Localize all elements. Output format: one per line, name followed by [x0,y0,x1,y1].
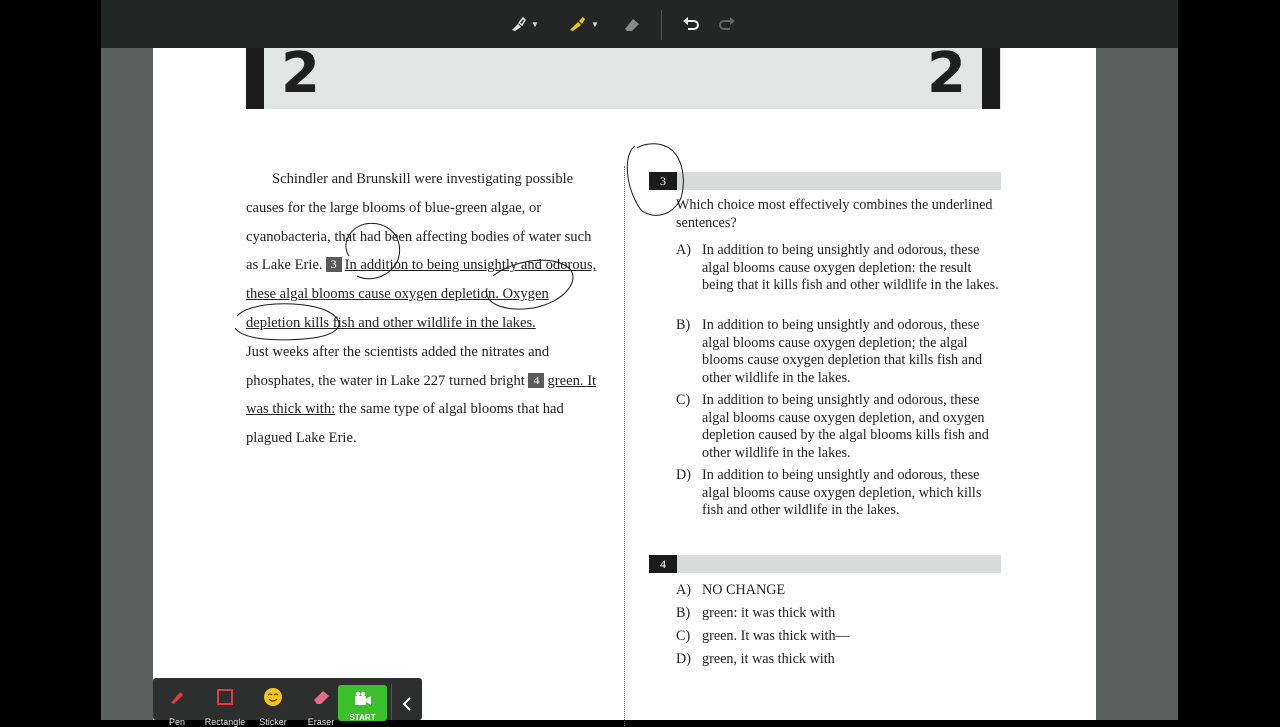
choice-letter: A) [676,582,691,598]
answer-choice-a[interactable] [676,582,1006,600]
document-page [153,41,1096,720]
dock-label: Eraser [307,717,335,727]
choice-text: In addition to being unsightly and odorous, these algal blooms cause oxygen depletion: the result being that it kills fish and other wildlife in the lakes. [702,242,999,293]
passage-text: Just weeks after the scientists added the nitrates and phosphates, the water in Lake 227 turned bright [246,343,550,389]
highlighter-icon [567,15,587,33]
choice-letter: B) [676,317,691,333]
section-number-left: 2 [281,41,320,106]
passage-text: the same type of algal blooms that had plagued Lake Erie. [246,401,564,447]
question-marker-4[interactable]: 4 [528,373,544,388]
highlighter-tool[interactable] [567,10,599,38]
dock-label: Sticker [259,717,287,727]
marker-icon [509,15,527,33]
choice-letter: A) [676,242,691,258]
rectangle-icon [216,688,234,706]
redo-icon [717,15,737,33]
answer-choice-c[interactable] [676,392,1006,462]
question-number: 4 [649,555,677,573]
dock-sticker[interactable] [249,684,297,727]
dock-pen[interactable] [153,684,201,727]
sticker-icon [263,687,283,707]
choice-text: In addition to being unsightly and odorous, these algal blooms cause oxygen depletion, which kills fish and other wildlife in the lakes. [702,467,982,518]
marker-tool[interactable] [509,10,539,38]
chevron-down-icon: ▼ [531,19,539,29]
chevron-left-icon [401,696,413,712]
choice-text: NO CHANGE [702,582,786,598]
answer-choice-b[interactable] [676,605,1006,623]
choice-text: In addition to being unsightly and odorous, these algal blooms cause oxygen depletion; the algal blooms cause oxygen depletion that kills fish and other wildlife in the lakes. [702,317,983,386]
redo-button[interactable] [717,10,737,38]
dock-label: Pen [168,717,185,727]
underlined-sentences-3: In addition to being unsightly and odorous, these algal blooms cause oxygen depletion. Oxygen depletion kills fish and other wildlife in the lakes. [246,257,597,331]
start-label: START [349,713,376,722]
question-marker-3[interactable]: 3 [326,257,342,272]
choice-letter: B) [676,605,691,621]
question-header-4 [649,555,1001,573]
tool-dock [153,678,422,727]
answer-choice-d[interactable] [676,651,1006,669]
whiteboard-area [101,0,1178,727]
choice-text: green: it was thick with [702,605,836,621]
choice-text: In addition to being unsightly and odorous, these algal blooms cause oxygen depletion, and oxygen depletion caused by the algal blooms kills fish and other wildlife in the lakes. [702,392,989,461]
section-banner [246,48,1001,109]
question-number: 3 [649,172,677,190]
passage-text: Schindler and Brunskill were investigating possible causes for the large blooms of blue-green algae, or cyanobacteria, that had been affecting bodies of water such as Lake Erie. [246,171,592,274]
passage [246,165,606,453]
answer-choice-d[interactable] [676,467,1006,520]
start-button[interactable] [338,685,387,721]
choice-letter: D) [676,651,691,667]
answer-choice-a[interactable] [676,242,1006,295]
column-divider [624,166,625,726]
choice-text: green, it was thick with [702,651,835,667]
section-number-right: 2 [927,41,966,106]
section-bar-left [246,48,264,109]
undo-icon [681,15,701,33]
dock-rectangle[interactable] [201,684,249,727]
eraser-tool[interactable] [621,10,641,38]
eraser-icon [311,688,331,706]
choice-letter: C) [676,392,691,408]
eraser-icon [621,15,641,33]
underlined-phrase-4: green. It was thick with: [246,372,597,418]
dock-divider [391,684,392,720]
choice-text: green. It was thick with— [702,628,850,644]
collapse-dock-button[interactable] [397,692,417,716]
section-bar-right [982,48,1000,109]
chevron-down-icon: ▼ [591,19,599,29]
choice-letter: C) [676,628,691,644]
question-header-3 [649,172,1001,190]
choice-letter: D) [676,467,691,483]
video-camera-icon [354,691,372,707]
undo-button[interactable] [681,10,701,38]
answer-choice-c[interactable] [676,628,1006,646]
question-stem: Which choice most effectively combines the underlined sentences? [676,197,993,231]
answer-choice-b[interactable] [676,317,1006,387]
toolbar-divider [661,10,662,40]
dock-label: Rectangle [204,717,246,727]
pen-icon [168,688,186,706]
annotation-toolbar [101,0,1178,48]
